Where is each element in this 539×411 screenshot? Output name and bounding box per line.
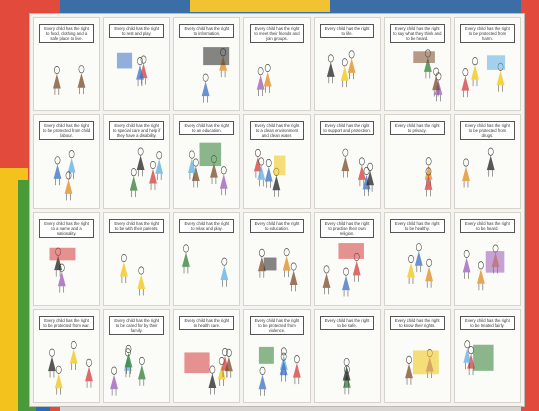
drawing-sheet-2 — [103, 17, 170, 111]
child-drawing — [244, 18, 309, 110]
figure-head — [131, 169, 136, 176]
figure-legs — [139, 288, 143, 294]
figure-legs — [72, 363, 76, 369]
figure-body — [55, 373, 63, 388]
figure-body — [120, 261, 128, 276]
rights-caption: Every child has the right to be heard. — [460, 219, 515, 233]
drawing-sheet-10 — [173, 114, 240, 208]
rights-caption: Every child has the right to be treated fairly. — [460, 316, 515, 330]
figure-legs — [285, 270, 289, 276]
figure-body — [462, 167, 470, 182]
figure-body — [202, 81, 210, 96]
drawing-sheet-23 — [103, 309, 170, 403]
colored-scribble — [274, 156, 285, 176]
figure-legs — [194, 181, 198, 187]
figure-legs — [112, 389, 116, 395]
figure-body — [149, 169, 157, 184]
colored-scribble — [259, 347, 274, 364]
figure-head — [259, 158, 264, 165]
figure-head — [112, 367, 117, 374]
figure-body — [257, 75, 265, 90]
figure-legs — [211, 388, 215, 394]
drawing-sheet-7 — [454, 17, 521, 111]
figure-body — [407, 262, 415, 277]
figure-body — [48, 356, 56, 371]
figure-body — [53, 74, 61, 89]
figure-head — [71, 341, 76, 348]
figure-body — [340, 66, 348, 81]
figure-head — [210, 366, 215, 373]
figure-head — [49, 349, 54, 356]
figure-head — [463, 159, 468, 166]
figure-head — [488, 148, 493, 155]
figure-legs — [56, 270, 60, 276]
drawing-sheet-28 — [454, 309, 521, 403]
figure-body — [155, 159, 163, 174]
figure-head — [258, 67, 263, 74]
figure-head — [55, 157, 60, 164]
figure-legs — [259, 90, 263, 96]
figure-legs — [344, 290, 348, 296]
child-drawing — [34, 213, 99, 305]
drawing-sheet-13 — [384, 114, 451, 208]
drawing-sheet-12 — [314, 114, 381, 208]
figure-head — [342, 149, 347, 156]
child-drawing — [315, 115, 380, 207]
figure-body — [342, 275, 350, 290]
child-drawing — [104, 18, 169, 110]
rights-caption: Every child has the right to be protected from war. — [39, 316, 94, 330]
figure-head — [478, 261, 483, 268]
child-drawing — [385, 213, 450, 305]
rights-caption: Every child has the right to special care and help if they have a disability. — [109, 121, 164, 140]
colored-scribble — [50, 247, 76, 260]
child-drawing — [174, 18, 239, 110]
figure-body — [78, 73, 86, 88]
rights-caption: Every child has the right to rest and play. — [109, 24, 164, 38]
figure-head — [151, 162, 156, 169]
figure-legs — [79, 88, 83, 94]
figure-legs — [349, 73, 353, 79]
figure-body — [290, 270, 298, 285]
figure-body — [182, 252, 190, 267]
child-drawing — [315, 310, 380, 402]
rights-caption: Every child has the right to be protected from violence. — [250, 316, 305, 335]
figure-legs — [473, 80, 477, 86]
rights-caption: Every child has the right to practise their own religion. — [320, 219, 375, 238]
figure-head — [139, 357, 144, 364]
figure-legs — [223, 280, 227, 286]
child-drawing — [34, 310, 99, 402]
figure-legs — [204, 96, 208, 102]
figure-body — [54, 164, 62, 179]
figure-body — [65, 179, 73, 194]
figure-head — [79, 66, 84, 73]
figure-head — [141, 56, 146, 63]
figure-legs — [267, 182, 271, 188]
figure-head — [66, 172, 71, 179]
figure-head — [193, 159, 198, 166]
figure-body — [220, 174, 228, 189]
figure-legs — [328, 77, 332, 83]
rights-caption: Every child has the right to support and protection. — [320, 121, 375, 135]
figure-legs — [57, 388, 61, 394]
child-drawing — [34, 115, 99, 207]
figure-head — [203, 74, 208, 81]
rights-caption: Every child has the right to relax and play. — [179, 219, 234, 233]
figure-head — [227, 349, 232, 356]
figure-head — [138, 148, 143, 155]
figure-head — [367, 163, 372, 170]
figure-legs — [354, 275, 358, 281]
drawing-sheet-11 — [243, 114, 310, 208]
colored-scribble — [264, 257, 277, 270]
drawing-sheet-20 — [384, 212, 451, 306]
child-drawing — [455, 310, 520, 402]
rights-caption: Every child has the right to food, clothing and a safe place to live. — [39, 24, 94, 43]
figure-body — [110, 374, 118, 389]
drawing-sheet-17 — [173, 212, 240, 306]
rights-caption: Every child has the right to be protected from harm. — [460, 24, 515, 43]
figure-head — [260, 249, 265, 256]
child-drawing — [385, 115, 450, 207]
figure-legs — [359, 180, 363, 186]
figure-body — [70, 349, 78, 364]
rights-caption: Every child has the right to be protected from child labour. — [39, 121, 94, 140]
figure-legs — [427, 281, 431, 287]
child-drawing — [315, 18, 380, 110]
child-drawing — [455, 115, 520, 207]
figure-legs — [426, 72, 430, 78]
figure-body — [347, 58, 355, 73]
top-yellow-wall-stripe — [190, 0, 330, 12]
child-drawing — [174, 213, 239, 305]
child-drawing — [244, 115, 309, 207]
drawing-sheet-8 — [33, 114, 100, 208]
figure-head — [472, 58, 477, 65]
figure-head — [69, 151, 74, 158]
drawing-sheet-18 — [243, 212, 310, 306]
figure-legs — [50, 371, 54, 377]
figure-legs — [221, 71, 225, 77]
drawing-sheet-21 — [454, 212, 521, 306]
figure-legs — [140, 379, 144, 385]
figure-body — [352, 260, 360, 275]
figure-legs — [122, 276, 126, 282]
figure-legs — [227, 371, 231, 377]
drawing-sheet-3 — [173, 17, 240, 111]
child-drawing — [385, 310, 450, 402]
colored-scribble — [203, 47, 229, 65]
child-drawing — [174, 115, 239, 207]
figure-body — [425, 266, 433, 281]
figure-head — [157, 152, 162, 159]
figure-body — [259, 374, 267, 389]
colored-scribble — [486, 251, 505, 273]
figure-body — [68, 158, 76, 173]
figure-legs — [260, 180, 264, 186]
drawing-sheet-15 — [33, 212, 100, 306]
figure-head — [426, 259, 431, 266]
figure-head — [406, 356, 411, 363]
figure-body — [264, 72, 272, 87]
figure-head — [221, 167, 226, 174]
drawing-sheet-27 — [384, 309, 451, 403]
figure-body — [322, 273, 330, 288]
figure-body — [137, 274, 145, 289]
figure-body — [265, 167, 273, 182]
figure-legs — [184, 266, 188, 272]
figure-legs — [409, 277, 413, 283]
colored-scribble — [117, 53, 132, 69]
rights-caption: Every child has the right to be protected from drugs. — [460, 121, 515, 140]
figure-legs — [417, 265, 421, 271]
rights-caption: Every child has the right to education. — [250, 219, 305, 233]
figure-legs — [220, 379, 224, 385]
figure-head — [56, 366, 61, 373]
rights-caption: Every child has the right to know their rights. — [390, 316, 445, 330]
drawing-sheet-26 — [314, 309, 381, 403]
figure-head — [54, 66, 59, 73]
figure-legs — [292, 284, 296, 290]
figure-legs — [222, 189, 226, 195]
figure-head — [295, 355, 300, 362]
colored-scribble — [338, 243, 363, 259]
figure-legs — [151, 184, 155, 190]
figure-head — [284, 248, 289, 255]
figure-legs — [469, 368, 473, 374]
figure-legs — [479, 283, 483, 289]
figure-body — [137, 155, 145, 170]
child-drawing — [385, 18, 450, 110]
figure-head — [344, 358, 349, 365]
drawing-sheet-1 — [33, 17, 100, 111]
rights-caption: Every child has the right to privacy. — [390, 121, 445, 135]
colored-scribble — [473, 344, 493, 370]
figure-body — [283, 255, 291, 270]
rights-caption: Every child has the right to information. — [179, 24, 234, 38]
figure-body — [326, 62, 334, 77]
rights-caption: Every child has the right to say what they think and to be heard. — [390, 24, 445, 43]
figure-head — [256, 149, 261, 156]
drawing-sheet-16 — [103, 212, 170, 306]
figure-legs — [282, 375, 286, 381]
figure-body — [138, 364, 146, 379]
drawing-sheet-4 — [243, 17, 310, 111]
figure-body — [471, 65, 479, 80]
figure-body — [58, 271, 66, 286]
child-drawing — [104, 213, 169, 305]
figure-body — [130, 176, 138, 191]
drawing-sheet-22 — [33, 309, 100, 403]
drawing-sheet-24 — [173, 309, 240, 403]
figure-legs — [465, 272, 469, 278]
figure-head — [266, 64, 271, 71]
drawing-sheet-25 — [243, 309, 310, 403]
rights-caption: Every child has the right to a name and a nationality. — [39, 219, 94, 238]
child-drawing — [244, 213, 309, 305]
figure-body — [463, 257, 471, 272]
figure-legs — [463, 91, 467, 97]
figure-head — [139, 266, 144, 273]
rights-caption: Every child has the right to be safe. — [320, 316, 375, 330]
figure-body — [358, 165, 366, 180]
figure-head — [138, 57, 143, 64]
colored-scribble — [413, 51, 435, 63]
figure-body — [463, 348, 471, 363]
figure-legs — [407, 378, 411, 384]
figure-head — [364, 168, 369, 175]
figure-legs — [343, 171, 347, 177]
figure-legs — [212, 178, 216, 184]
figure-legs — [342, 81, 346, 87]
figure-legs — [87, 381, 91, 387]
figure-legs — [67, 194, 71, 200]
figure-legs — [266, 86, 270, 92]
figure-body — [221, 265, 229, 280]
drawing-sheet-6 — [384, 17, 451, 111]
figure-legs — [426, 190, 430, 196]
figure-body — [405, 363, 413, 378]
figure-body — [496, 70, 504, 85]
rights-caption: Every child has the right to meet their friends and join groups. — [250, 24, 305, 43]
child-drawing — [104, 310, 169, 402]
colored-scribble — [487, 55, 505, 70]
figure-head — [349, 51, 354, 58]
figure-head — [416, 243, 421, 250]
rights-caption: Every child has the right to health care. — [179, 316, 234, 330]
child-drawing — [174, 310, 239, 402]
child-drawing — [34, 18, 99, 110]
rights-caption: Every child has the right to an education. — [179, 121, 234, 135]
rights-caption: Every child has the right to life. — [320, 24, 375, 38]
child-drawing — [455, 18, 520, 110]
figure-body — [487, 156, 495, 171]
figure-head — [86, 359, 91, 366]
figure-body — [293, 363, 301, 378]
child-drawing — [104, 115, 169, 207]
figure-head — [184, 244, 189, 251]
rights-caption: Every child has the right to be with their parents. — [109, 219, 164, 233]
figure-legs — [436, 95, 440, 101]
figure-legs — [324, 287, 328, 293]
figure-head — [328, 55, 333, 62]
figure-legs — [56, 179, 60, 185]
figure-head — [359, 158, 364, 165]
figure-head — [121, 254, 126, 261]
figure-body — [461, 76, 469, 91]
childrens-rights-poster-board — [30, 14, 524, 406]
figure-legs — [345, 388, 349, 394]
colored-scribble — [200, 143, 222, 166]
rights-caption: Every child has the right to be cared for by their family. — [109, 316, 164, 335]
figure-body — [341, 157, 349, 172]
figure-head — [267, 160, 272, 167]
figure-legs — [275, 191, 279, 197]
drawing-sheet-9 — [103, 114, 170, 208]
figure-body — [209, 373, 217, 388]
figure-legs — [132, 191, 136, 197]
figure-head — [408, 255, 413, 262]
rights-caption: Every child has the right to be healthy. — [390, 219, 445, 233]
child-drawing — [455, 213, 520, 305]
drawing-sheet-5 — [314, 17, 381, 111]
figure-head — [323, 265, 328, 272]
figure-body — [477, 268, 485, 283]
figure-body — [273, 176, 281, 191]
figure-legs — [295, 377, 299, 383]
figure-legs — [139, 170, 143, 176]
figure-head — [468, 346, 473, 353]
figure-legs — [464, 181, 468, 187]
figure-head — [463, 69, 468, 76]
child-drawing — [315, 213, 380, 305]
figure-legs — [498, 85, 502, 91]
figure-head — [190, 151, 195, 158]
figure-body — [85, 366, 93, 381]
figure-legs — [489, 170, 493, 176]
colored-scribble — [185, 352, 210, 373]
figure-head — [343, 267, 348, 274]
figure-legs — [55, 88, 59, 94]
figure-legs — [260, 271, 264, 277]
figure-head — [222, 258, 227, 265]
figure-head — [426, 158, 431, 165]
drawing-sheet-19 — [314, 212, 381, 306]
figure-body — [415, 250, 423, 265]
figure-head — [342, 59, 347, 66]
figure-head — [464, 250, 469, 257]
figure-head — [464, 340, 469, 347]
figure-head — [291, 262, 296, 269]
child-drawing — [244, 310, 309, 402]
figure-legs — [157, 174, 161, 180]
rights-caption: Every child has the right to a clean environment and clean water. — [250, 121, 305, 140]
figure-legs — [60, 286, 64, 292]
colored-scribble — [413, 350, 439, 374]
drawing-sheet-14 — [454, 114, 521, 208]
figure-legs — [261, 389, 265, 395]
figure-head — [260, 367, 265, 374]
